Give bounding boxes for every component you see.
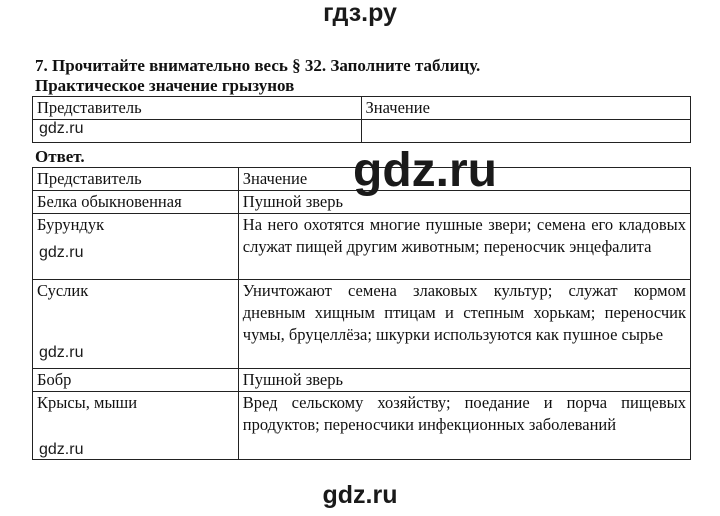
header-cell-representative: Представитель — [33, 168, 239, 191]
watermark-small: gdz.ru — [39, 441, 84, 458]
header-cell-representative: Представитель — [33, 97, 362, 120]
watermark-small: gdz.ru — [39, 120, 84, 137]
site-header-logo: гдз.ру — [323, 0, 397, 27]
task-title: 7. Прочитайте внимательно весь § 32. Заполните таблицу. — [35, 56, 481, 75]
table-cell-meaning: Вред сельскому хозяйству; поедание и порча пищевых продуктов; переносчики инфекционных заболеваний — [238, 392, 690, 460]
answer-label: Ответ. — [35, 147, 85, 166]
table-cell-meaning: На него охотятся многие пушные звери; семена его кладовых служат пищей другим животным; переносчик энцефалита — [238, 214, 690, 280]
watermark-small: gdz.ru — [39, 244, 84, 261]
site-footer-logo: gdz.ru — [322, 481, 398, 509]
answer-table — [32, 167, 691, 460]
watermark-small: gdz.ru — [39, 344, 84, 361]
header-cell-meaning: Значение — [361, 97, 690, 120]
table-cell-meaning: Пушной зверь — [238, 369, 690, 392]
table-cell-representative: Бурундук — [33, 214, 239, 280]
table-cell-meaning: Уничтожают семена злаковых культур; служат кормом дневным хищным птицам и степным хорькам; переносчик чумы, бруцеллёза; шкурки используются как пушное сырье — [238, 280, 690, 369]
watermark-large: gdz.ru — [353, 144, 497, 197]
table-title: Практическое значение грызунов — [35, 76, 295, 95]
table-cell-meaning: Пушной зверь — [238, 191, 690, 214]
table-cell-representative: Бобр — [33, 369, 239, 392]
table-row — [33, 214, 691, 280]
table-cell-representative: Белка обыкновенная — [33, 191, 239, 214]
table-cell-representative: Крысы, мыши — [33, 392, 239, 460]
table-row — [33, 280, 691, 369]
table-header-row — [33, 97, 691, 120]
table-row — [33, 120, 691, 143]
table-row — [33, 392, 691, 460]
blank-table — [32, 96, 691, 143]
table-cell-representative: Суслик — [33, 280, 239, 369]
table-row — [33, 369, 691, 392]
header-cell-meaning: Значение — [238, 168, 690, 191]
table-cell-meaning — [361, 120, 690, 143]
